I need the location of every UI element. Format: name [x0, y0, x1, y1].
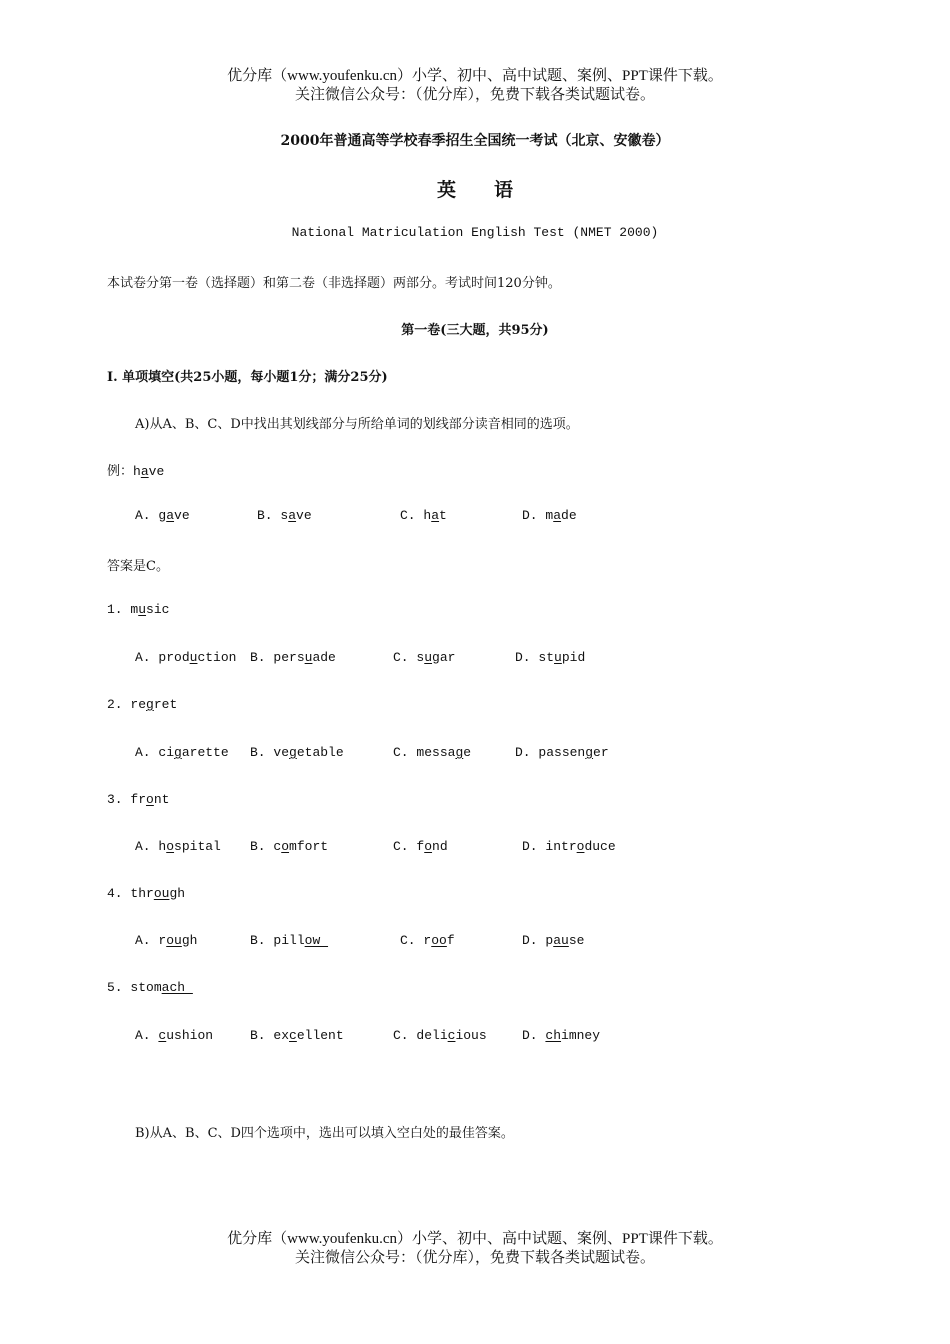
question-4-prompt: 4. through: [107, 886, 186, 901]
question-5-option-c[interactable]: C. delicious: [393, 1028, 487, 1043]
question-2-option-b[interactable]: B. vegetable: [250, 745, 344, 760]
section1-heading: I. 单项填空(共25小题，每小题1分；满分25分): [107, 370, 388, 385]
watermark-header-line1: 优分库（www.youfenku.cn）小学、初中、高中试题、案例、PPT课件下载。: [227, 68, 723, 84]
exam-title: 2000年普通高等学校春季招生全国统一考试（北京、安徽卷）: [280, 133, 670, 149]
question-1-option-b[interactable]: B. persuade: [250, 650, 336, 665]
question-4-option-d[interactable]: D. pause: [522, 933, 585, 948]
example-answer: 答案是C。: [107, 559, 169, 574]
example-option-a[interactable]: A. gave: [135, 508, 190, 523]
question-3-prompt: 3. front: [107, 792, 170, 807]
question-1-option-c[interactable]: C. sugar: [393, 650, 456, 665]
question-5-prompt: 5. stomach: [107, 980, 193, 995]
question-5-option-a[interactable]: A. cushion: [135, 1028, 214, 1043]
question-2-option-c[interactable]: C. message: [393, 745, 472, 760]
question-1-option-d[interactable]: D. stupid: [515, 650, 586, 665]
question-1-prompt: 1. music: [107, 602, 170, 617]
exam-intro: 本试卷分第一卷（选择题）和第二卷（非选择题）两部分。考试时间120分钟。: [107, 276, 561, 291]
question-3-option-d[interactable]: D. introduce: [522, 839, 616, 854]
question-3-option-c[interactable]: C. fond: [393, 839, 448, 854]
section-a-instruction: A)从A、B、C、D中找出其划线部分与所给单词的划线部分读音相同的选项。: [135, 417, 579, 432]
question-5-option-d[interactable]: D. chimney: [522, 1028, 601, 1043]
question-2-option-d[interactable]: D. passenger: [515, 745, 609, 760]
example-prompt: 例：have: [107, 464, 165, 479]
watermark-header-line2: 关注微信公众号：（优分库），免费下载各类试题试卷。: [294, 87, 655, 103]
question-2-option-a[interactable]: A. cigarette: [135, 745, 229, 760]
question-4-option-b[interactable]: B. pillow: [250, 933, 329, 948]
english-test-title: National Matriculation English Test (NMET 2000): [291, 225, 659, 240]
question-5-option-b[interactable]: B. excellent: [250, 1028, 344, 1043]
example-option-c[interactable]: C. hat: [400, 508, 447, 523]
question-4-option-a[interactable]: A. rough: [135, 933, 198, 948]
watermark-footer-line1: 优分库（www.youfenku.cn）小学、初中、高中试题、案例、PPT课件下载。: [227, 1231, 723, 1247]
question-2-prompt: 2. regret: [107, 697, 178, 712]
section-b-instruction: B)从A、B、C、D四个选项中，选出可以填入空白处的最佳答案。: [135, 1126, 514, 1141]
question-4-option-c[interactable]: C. roof: [400, 933, 455, 948]
example-option-b[interactable]: B. save: [257, 508, 312, 523]
question-1-option-a[interactable]: A. production: [135, 650, 237, 665]
question-3-option-a[interactable]: A. hospital: [135, 839, 221, 854]
watermark-footer-line2: 关注微信公众号：（优分库），免费下载各类试题试卷。: [294, 1250, 655, 1266]
part1-heading: 第一卷(三大题，共95分): [401, 323, 549, 338]
example-option-d[interactable]: D. made: [522, 508, 577, 523]
subject-title: 英 语: [436, 179, 513, 201]
question-3-option-b[interactable]: B. comfort: [250, 839, 329, 854]
